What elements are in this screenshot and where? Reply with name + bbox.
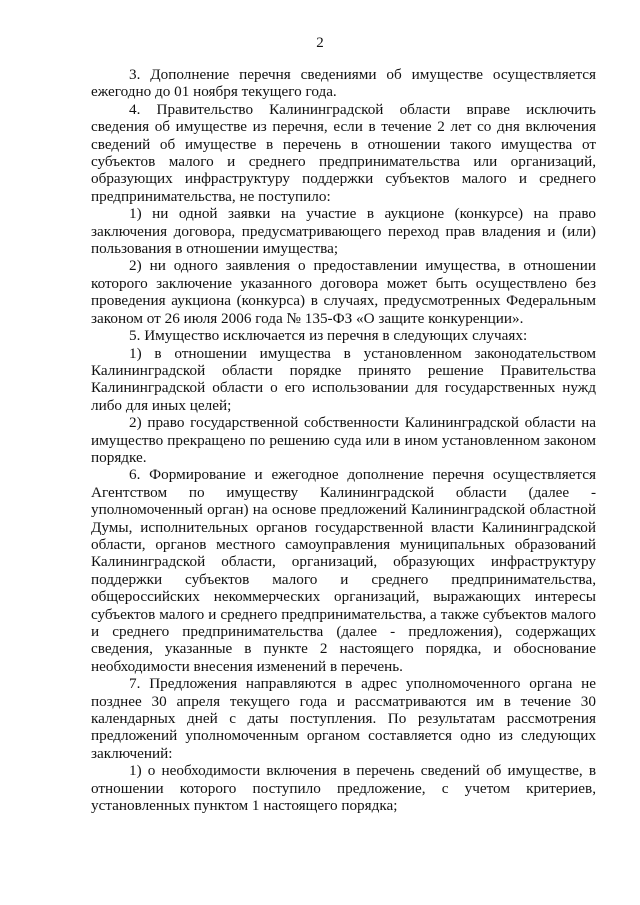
paragraph-subitem-7-1: 1) о необходимости включения в перечень сведений об имуществе, в отношении которого поступило предложение, с учетом критериев, установленных пунктом 1 настоящего порядка; (91, 762, 596, 815)
paragraph-subitem-5-1: 1) в отношении имущества в установленном законодательством Калининградской области порядке принято решение Правительства Калининградской области о его использовании для государственных нужд либо для иных целей; (91, 344, 596, 414)
document-body (91, 66, 596, 814)
paragraph-subitem-4-1: 1) ни одной заявки на участие в аукционе (конкурсе) на право заключения договора, предусматривающего переход прав владения и (или) пользования в отношении имущества; (91, 205, 596, 258)
page-number: 2 (316, 35, 324, 51)
paragraph-item-4: 4. Правительство Калининградской области вправе исключить сведения об имуществе из перечня, если в течение 2 лет со дня включения сведений об имуществе в перечень в отношении такого имущества от субъектов малого и среднего предпринимательства или организаций, образующих инфраструктуру поддержки субъектов малого и среднего предпринимательства, не поступило: (91, 100, 596, 205)
paragraph-subitem-5-2: 2) право государственной собственности Калининградской области на имущество прекращено по решению суда или в ином установленном законом порядке. (91, 414, 596, 466)
paragraph-subitem-4-2: 2) ни одного заявления о предоставлении имущества, в отношении которого заключение указанного договора может быть осуществлено без проведения аукциона (конкурса) в случаях, предусмотренных Федеральным законом от 26 июля 2006 года № 135-ФЗ «О защите конкуренции». (91, 257, 596, 327)
paragraph-item-3: 3. Дополнение перечня сведениями об имуществе осуществляется ежегодно до 01 ноября текущего года. (91, 66, 596, 101)
paragraph-item-7: 7. Предложения направляются в адрес уполномоченного органа не позднее 30 апреля текущего года и рассматриваются им в течение 30 календарных дней с даты поступления. По результатам рассмотрения предложений уполномоченным органом составляется одно из следующих заключений: (91, 675, 596, 762)
paragraph-item-5: 5. Имущество исключается из перечня в следующих случаях: (129, 327, 528, 345)
paragraph-item-6: 6. Формирование и ежегодное дополнение перечня осуществляется Агентством по имуществу Калининградской области (далее - уполномоченный орган) на основе предложений Калининградской областной Думы, исполнительных органов государственной власти Калининградской области, органов местного самоуправления муниципальных образований Калининградской области, организаций, образующих инфраструктуру поддержки субъектов малого и среднего предпринимательства, общероссийских некоммерческих организаций, выражающих интересы субъектов малого и среднего предпринимательства, а также субъектов малого и среднего предпринимательства (далее - предложения), содержащих сведения, указанные в пункте 2 настоящего порядка, и обоснование необходимости внесения изменений в перечень. (91, 466, 596, 675)
